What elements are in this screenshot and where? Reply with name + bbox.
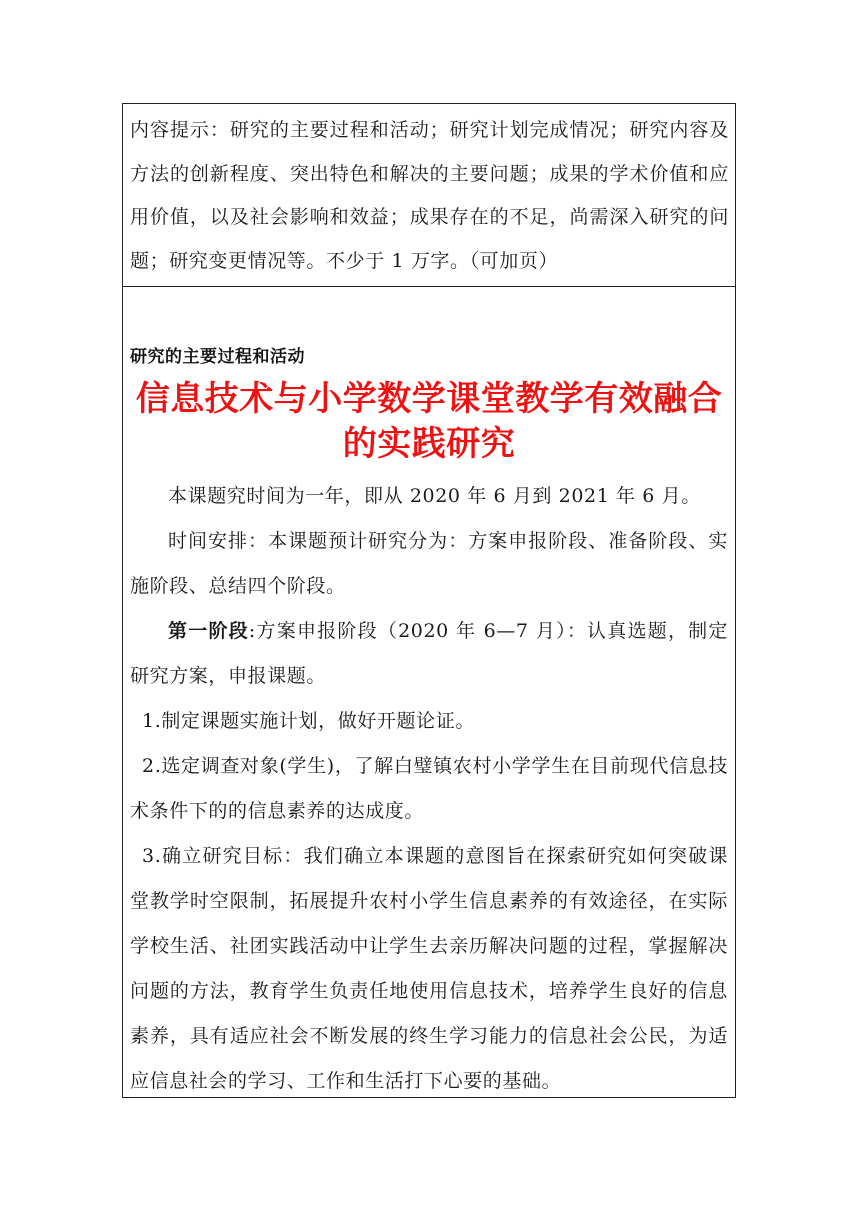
list-item-survey: 2.选定调查对象(学生)，了解白璧镇农村小学学生在目前现代信息技术条件下的的信息素养的达成度。 bbox=[130, 755, 728, 822]
paragraph-stage-one bbox=[130, 609, 728, 699]
paragraph-schedule: 时间安排：本课题预计研究分为：方案申报阶段、准备阶段、实施阶段、总结四个阶段。 bbox=[130, 530, 728, 597]
report-table bbox=[122, 103, 736, 1098]
section-title: 研究的主要过程和活动 bbox=[130, 347, 305, 367]
research-content-cell bbox=[123, 287, 735, 1097]
stage-one-label: 第一阶段 bbox=[168, 620, 249, 642]
stage-one-text: :方案申报阶段（2020 年 6—7 月）：认真选题，制定研究方案，申报课题。 bbox=[130, 620, 728, 687]
list-item-plan: 1.制定课题实施计划，做好开题论证。 bbox=[142, 710, 475, 732]
main-title: 信息技术与小学数学课堂教学有效融合的实践研究 bbox=[135, 379, 723, 464]
paragraph-duration: 本课题究时间为一年，即从 2020 年 6 月到 2021 年 6 月。 bbox=[168, 485, 701, 507]
body-text bbox=[130, 474, 728, 1104]
content-hint-cell bbox=[123, 104, 735, 287]
list-item-goal: 3.确立研究目标：我们确立本课题的意图旨在探索研究如何突破课堂教学时空限制，拓展提升农村小学生信息素养的有效途径，在实际学校生活、社团实践活动中让学生去亲历解决问题的过程，掌握解决问题的方法，教育学生负责任地使用信息技术，培养学生良好的信息素养，具有适应社会不断发展的终生学习能力的信息社会公民，为适应信息社会的学习、工作和生活打下心要的基础。 bbox=[130, 845, 728, 1092]
content-hint-text: 内容提示：研究的主要过程和活动；研究计划完成情况；研究内容及方法的创新程度、突出特色和解决的主要问题；成果的学术价值和应用价值，以及社会影响和效益；成果存在的不足，尚需深入研究的问题；研究变更情况等。不少于 1 万字。（可加页） bbox=[130, 119, 729, 272]
